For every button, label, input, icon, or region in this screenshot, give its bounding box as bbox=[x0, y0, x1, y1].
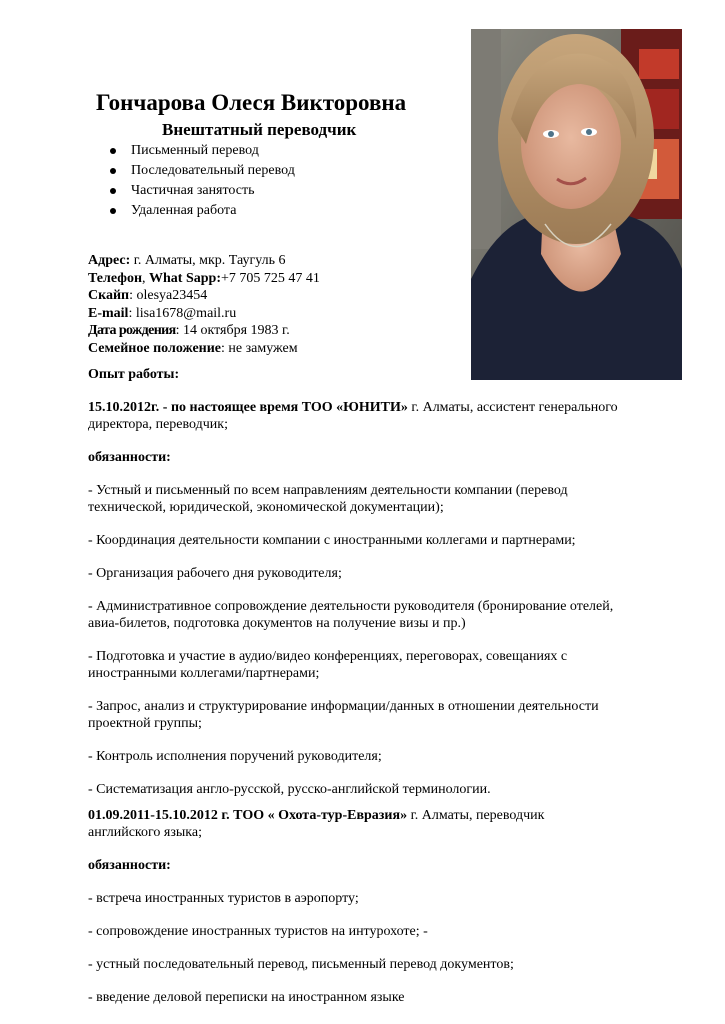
address-line bbox=[88, 252, 320, 270]
family-label: Семейное положение bbox=[88, 340, 222, 356]
job1-duty: - Подготовка и участие в аудио/видео конференциях, переговорах, совещаниях с иностранными коллегами/партнерами; bbox=[88, 649, 568, 681]
address-label: Адрес: bbox=[88, 253, 131, 268]
job1-duty: - Координация деятельности компании с иностранными коллегами и партнерами; bbox=[88, 533, 576, 548]
job2-duty: - введение деловой переписки на иностранном языке bbox=[88, 990, 405, 1005]
email-value: : lisa1678@mail.ru bbox=[128, 305, 237, 321]
contacts-block bbox=[88, 252, 320, 357]
skill-item: Удаленная работа bbox=[107, 201, 295, 221]
phone-value: +7 705 725 47 41 bbox=[220, 270, 320, 286]
birth-value: : 14 октября 1983 г. bbox=[175, 323, 290, 338]
birth-line bbox=[88, 322, 320, 340]
address-value: г. Алматы, мкр. Таугуль 6 bbox=[130, 253, 286, 268]
job1-duties-heading: обязанности: bbox=[88, 450, 171, 465]
job2-duty: - устный последовательный перевод, письменный перевод документов; bbox=[88, 957, 514, 972]
experience-heading: Опыт работы: bbox=[88, 367, 180, 382]
skills-list bbox=[107, 141, 295, 221]
family-value: : не замужем bbox=[221, 340, 298, 356]
skill-item: Письменный перевод bbox=[107, 141, 295, 161]
job1-summary bbox=[88, 399, 618, 433]
skype-line bbox=[88, 287, 320, 305]
job1-details: г. Алматы, ассистент генерального директора, переводчик; bbox=[88, 400, 618, 432]
whatsapp-label: What Sapp: bbox=[149, 270, 221, 286]
email-line bbox=[88, 305, 320, 323]
job1-duty: - Административное сопровождение деятельности руководителя (бронирование отелей, авиа-билетов, подготовка документов на получение визы и пр.) bbox=[88, 599, 614, 631]
job1-duty: - Организация рабочего дня руководителя; bbox=[88, 566, 342, 581]
phone-separator: , bbox=[142, 270, 150, 286]
job2-details: г. Алматы, переводчик английского языка; bbox=[88, 808, 545, 840]
skype-value: : olesya23454 bbox=[129, 288, 208, 303]
portrait-photo bbox=[471, 29, 682, 380]
phone-label: Телефон bbox=[88, 270, 143, 286]
job2-duty: - встреча иностранных туристов в аэропорту; bbox=[88, 891, 359, 906]
family-line bbox=[88, 340, 320, 358]
candidate-name: Гончарова Олеся Викторовна bbox=[96, 90, 407, 115]
skype-label: Скайп bbox=[88, 288, 130, 303]
skill-item: Частичная занятость bbox=[107, 181, 295, 201]
job1-duty: - Запрос, анализ и структурирование информации/данных в отношении деятельности проектной группы; bbox=[88, 699, 599, 731]
experience-section bbox=[88, 366, 618, 1006]
phone-line bbox=[88, 270, 320, 288]
job2-duties-heading: обязанности: bbox=[88, 858, 171, 873]
job2-duty: - сопровождение иностранных туристов на интурохоте; - bbox=[88, 924, 428, 939]
candidate-position: Внештатный переводчик bbox=[162, 120, 357, 139]
job2-summary bbox=[88, 807, 618, 841]
birth-label: Дата рождения bbox=[88, 323, 176, 338]
skill-item: Последовательный перевод bbox=[107, 161, 295, 181]
email-label: E-mail bbox=[88, 305, 129, 321]
job1-duty: - Контроль исполнения поручений руководителя; bbox=[88, 749, 382, 764]
job1-duty: - Устный и письменный по всем направлениям деятельности компании (перевод технической, юридической, экономической документации); bbox=[88, 483, 568, 515]
job2-period-company: 01.09.2011-15.10.2012 г. ТОО « Охота-тур-Евразия» bbox=[88, 808, 408, 823]
job1-duty: - Систематизация англо-русской, русско-английской терминологии. bbox=[88, 782, 491, 797]
job1-period-company: 15.10.2012г. - по настоящее время ТОО «ЮНИТИ» bbox=[88, 400, 408, 415]
